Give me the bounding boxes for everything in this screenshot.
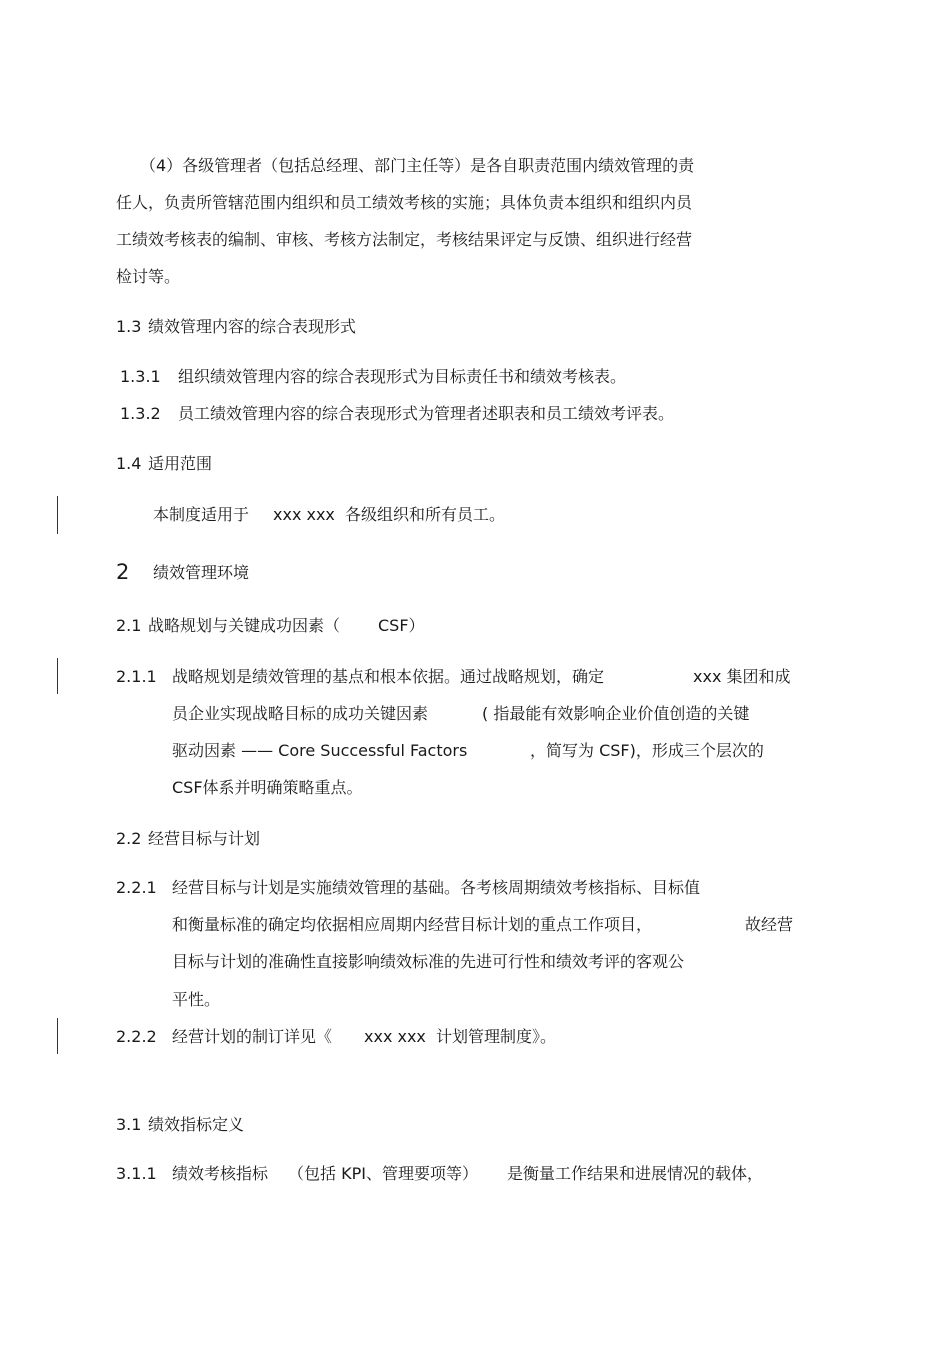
section-2-1-title: 战略规划与关键成功因素（ [148, 616, 341, 635]
section-2-title: 绩效管理环境 [153, 563, 250, 582]
item-2-2-1-line-2b: 故经营 [745, 915, 794, 934]
item-1-3-2-number: 1.3.2 [120, 404, 161, 423]
section-2-1-title-tail: CSF） [378, 616, 425, 635]
item-3-1-1-text-b: （包括 KPI、管理要项等） [288, 1164, 478, 1183]
section-2-2-title: 经营目标与计划 [148, 829, 261, 848]
section-1-4-number: 1.4 [116, 454, 142, 473]
revision-bar [57, 658, 58, 694]
item-2-1-1-line-2b: ( 指最能有效影响企业价值创造的关键 [482, 704, 750, 723]
item-3-1-1-text-c: 是衡量工作结果和进展情况的载体， [507, 1164, 764, 1183]
revision-bar [57, 1018, 58, 1054]
item-2-1-1-line-1b: xxx 集团和成 [693, 667, 791, 686]
scope-text-a: 本制度适用于 [153, 505, 250, 524]
item-2-1-1-line-1a: 战略规划是绩效管理的基点和根本依据。通过战略规划，确定 [172, 667, 605, 686]
item-2-2-2-text-c: 计划管理制度》。 [436, 1027, 557, 1046]
section-2-2-number: 2.2 [116, 829, 142, 848]
paragraph-4-line-4: 检讨等。 [116, 267, 181, 286]
item-2-2-1-number: 2.2.1 [116, 878, 157, 897]
item-2-2-2-text-b: xxx xxx [364, 1027, 426, 1046]
section-1-4-title: 适用范围 [148, 454, 213, 473]
item-2-1-1-line-3b: ，简写为 CSF)，形成三个层次的 [530, 741, 764, 760]
item-3-1-1-number: 3.1.1 [116, 1164, 157, 1183]
item-2-1-1-line-3a: 驱动因素 —— Core Successful Factors [172, 741, 468, 760]
item-1-3-2-text: 员工绩效管理内容的综合表现形式为管理者述职表和员工绩效考评表。 [178, 404, 675, 423]
section-3-1-title: 绩效指标定义 [148, 1115, 245, 1134]
paragraph-4-line-2: 任人，负责所管辖范围内组织和员工绩效考核的实施；具体负责本组织和组织内员 [116, 193, 693, 212]
item-2-2-2-text-a: 经营计划的制订详见《 [172, 1027, 333, 1046]
revision-bar [57, 496, 58, 534]
item-2-2-1-line-1: 经营目标与计划是实施绩效管理的基础。各考核周期绩效考核指标、目标值 [172, 878, 701, 897]
section-1-3-number: 1.3 [116, 317, 142, 336]
item-2-1-1-line-4: CSF体系并明确策略重点。 [172, 778, 363, 797]
item-2-1-1-line-2a: 员企业实现战略目标的成功关键因素 [172, 704, 429, 723]
section-3-1-number: 3.1 [116, 1115, 142, 1134]
paragraph-4-line-1: （4）各级管理者（包括总经理、部门主任等）是各自职责范围内绩效管理的责 [140, 156, 695, 175]
item-2-2-1-line-3: 目标与计划的准确性直接影响绩效标准的先进可行性和绩效考评的客观公 [172, 952, 685, 971]
section-2-1-number: 2.1 [116, 616, 142, 635]
section-2-number: 2 [116, 560, 130, 584]
paragraph-4-line-3: 工绩效考核表的编制、审核、考核方法制定，考核结果评定与反馈、组织进行经营 [116, 230, 693, 249]
item-2-1-1-number: 2.1.1 [116, 667, 157, 686]
item-2-2-1-line-2a: 和衡量标准的确定均依据相应周期内经营目标计划的重点工作项目， [172, 915, 653, 934]
item-2-2-2-number: 2.2.2 [116, 1027, 157, 1046]
item-2-2-1-line-4: 平性。 [172, 990, 221, 1009]
item-1-3-1-text: 组织绩效管理内容的综合表现形式为目标责任书和绩效考核表。 [178, 367, 627, 386]
item-3-1-1-text-a: 绩效考核指标 [172, 1164, 269, 1183]
scope-text-b: xxx xxx [273, 505, 335, 524]
section-1-3-title: 绩效管理内容的综合表现形式 [148, 317, 357, 336]
item-1-3-1-number: 1.3.1 [120, 367, 161, 386]
scope-text-c: 各级组织和所有员工。 [345, 505, 506, 524]
